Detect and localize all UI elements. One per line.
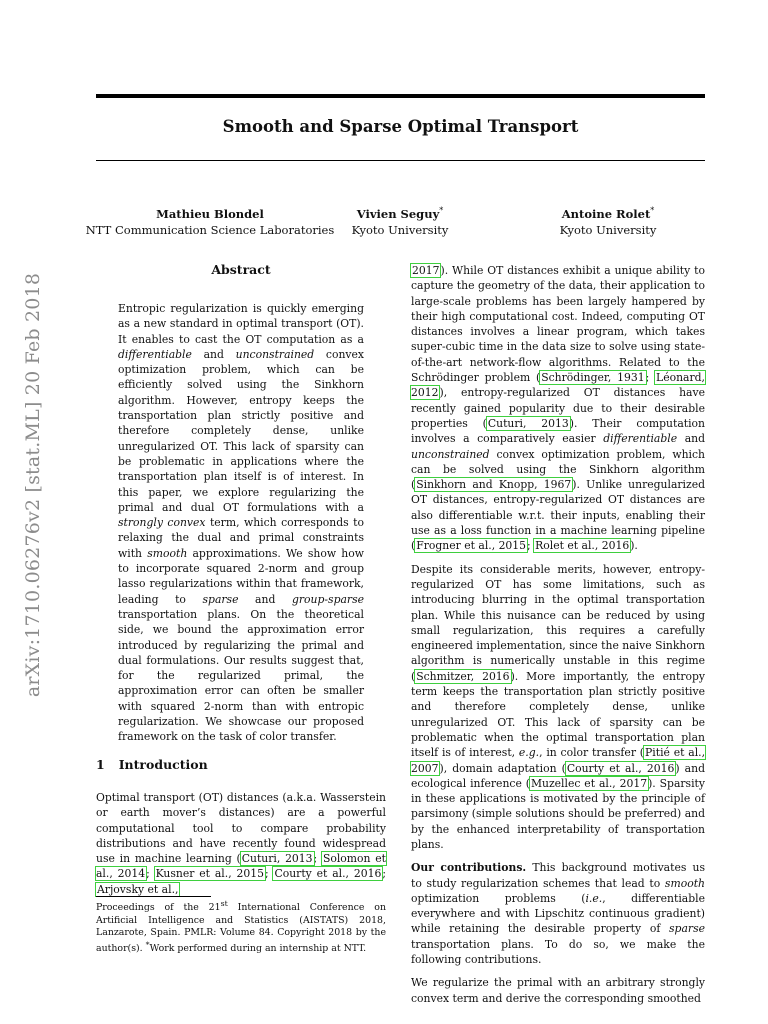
- citation-link[interactable]: Arjovsky et al.,: [97, 882, 179, 896]
- citation-link[interactable]: Sinkhorn and Knopp, 1967: [416, 478, 572, 492]
- author-name: Mathieu Blondel: [156, 206, 264, 221]
- author-affiliation: NTT Communication Science Laboratories: [85, 222, 335, 237]
- title-bottom-rule: [96, 160, 705, 161]
- author-mark: *: [439, 206, 444, 215]
- paragraph: We regularize the primal with an arbitrary strongly convex term and derive the corresponding smoothed: [411, 976, 705, 1005]
- intro-paragraph: Optimal transport (OT) distances (a.k.a. Wasserstein or earth mover’s distances) are a powerful computational tool to compare probability distributions and have recently found widespread use in machine learning (Cuturi, 2013; Solomon et al., 2014; Kusner et al., 2015; Courty et al., 2016; Arjovsky et al.,: [96, 791, 386, 896]
- footnote-rule: [96, 896, 211, 897]
- title-top-rule: [96, 94, 705, 98]
- section-title: Introduction: [118, 757, 208, 772]
- author-affiliation: Kyoto University: [351, 222, 449, 237]
- citation-link[interactable]: Rolet et al., 2016: [535, 539, 630, 553]
- citation-link[interactable]: Frogner et al., 2015: [416, 539, 527, 553]
- paper-title: Smooth and Sparse Optimal Transport: [222, 117, 579, 136]
- author-name: Vivien Seguy: [356, 206, 440, 221]
- citation-link[interactable]: Cuturi, 2013: [487, 416, 569, 430]
- citation-link[interactable]: 2017: [412, 264, 440, 277]
- citation-link[interactable]: Courty et al., 2016: [566, 761, 675, 775]
- paragraph: 2017). While OT distances exhibit a unique ability to capture the geometry of the data, their application to large-scale problems has been largely hampered by their high computational cost. Indeed, computing OT distances involves a linear program, which takes super-cubic time in the data size to solve using state-of-the-art network-flow algorithms. Related to the Schrödinger problem (Schrödinger, 1931; Léonard, 2012), entropy-regularized OT distances have recently gained popularity due to their desirable properties (Cuturi, 2013). Their computation involves a comparatively easier differentiable and unconstrained convex optimization problem, which can be solved using the Sinkhorn algorithm (Sinkhorn and Knopp, 1967). Unlike unregularized OT distances, entropy-regularized OT distances are also differentiable w.r.t. their inputs, enabling their use as a loss function in a machine learning pipeline (Frogner et al., 2015; Rolet et al., 2016).: [411, 264, 706, 553]
- citation-link[interactable]: Léonard, 2012: [411, 371, 705, 400]
- citation-link[interactable]: Schmitzer, 2016: [416, 669, 510, 683]
- section-heading: [96, 757, 208, 772]
- arxiv-stamp-text: arXiv:1710.06276v2 [stat.ML] 20 Feb 2018: [22, 272, 44, 698]
- right-column: [411, 263, 705, 1014]
- paragraph: Our contributions. This background motivates us to study regularization schemes that lead to smooth optimization problems (i.e., differentiable everywhere and with Lipschitz continuous gradient) while retaining the desirable property of sparse transportation plans. To do so, we make the following contributions.: [411, 861, 705, 967]
- footnote: Proceedings of the 21st International Conference on Artificial Intelligence and Statistics (AISTATS) 2018, Lanzarote, Spain. PMLR: Volume 84. Copyright 2018 by the author(s). *Work performed during an internship at NTT.: [96, 899, 386, 955]
- citation-link[interactable]: Pitié et al., 2007: [411, 746, 706, 775]
- author-block-3: [528, 203, 688, 238]
- arxiv-stamp: [8, 265, 58, 705]
- contributions-lead: Our contributions.: [411, 861, 527, 875]
- section-number: 1: [96, 757, 105, 772]
- abstract-heading: Abstract: [211, 262, 271, 277]
- author-mark: *: [650, 206, 655, 215]
- citation-link[interactable]: Cuturi, 2013: [241, 852, 313, 866]
- citation-link[interactable]: Solomon et al., 2014: [96, 852, 386, 881]
- citation-link[interactable]: Kusner et al., 2015: [155, 867, 264, 881]
- author-name: Antoine Rolet: [561, 206, 651, 221]
- citation-link[interactable]: Courty et al., 2016: [274, 867, 382, 881]
- paragraph: Despite its considerable merits, however, entropy-regularized OT has some limitations, such as introducing blurring in the optimal transportation plan. While this nuisance can be reduced by using small regularization, this requires a carefully engineered implementation, since the naive Sinkhorn algorithm is numerically unstable in this regime (Schmitzer, 2016). More importantly, the entropy term keeps the transportation plan strictly positive and therefore completely dense, unlike unregularized OT. This lack of sparsity can be problematic when the optimal transportation plan itself is of interest, e.g., in color transfer (Pitié et al., 2007), domain adaptation (Courty et al., 2016) and ecological inference (Muzellec et al., 2017). Sparsity in these applications is motivated by the principle of parsimony (simple solutions should be preferred) and by the enhanced interpretability of transportation plans.: [411, 562, 706, 851]
- author-affiliation: Kyoto University: [559, 222, 657, 237]
- citation-link[interactable]: Muzellec et al., 2017: [530, 776, 648, 790]
- abstract-body: Entropic regularization is quickly emerging as a new standard in optimal transport (OT). It enables to cast the OT computation as a differentiable and unconstrained convex optimization problem, which can be efficiently solved using the Sinkhorn algorithm. However, entropy keeps the transportation plan strictly positive and therefore completely dense, unlike unregularized OT. This lack of sparsity can be problematic in applications where the transportation plan itself is of interest. In this paper, we explore regularizing the primal and dual OT formulations with a strongly convex term, which corresponds to relaxing the dual and primal constraints with smooth approximations. We show how to incorporate squared 2-norm and group lasso regularizations within that framework, leading to sparse and group-sparse transportation plans. On the theoretical side, we bound the approximation error introduced by regularizing the primal and dual formulations. Our results suggest that, for the regularized primal, the approximation error can often be smaller with squared 2-norm than with entropic regularization. We showcase our proposed framework on the task of color transfer.: [118, 302, 365, 744]
- citation-link[interactable]: Schrödinger, 1931: [541, 371, 645, 385]
- author-block-2: [340, 203, 460, 238]
- author-block-1: [80, 203, 340, 238]
